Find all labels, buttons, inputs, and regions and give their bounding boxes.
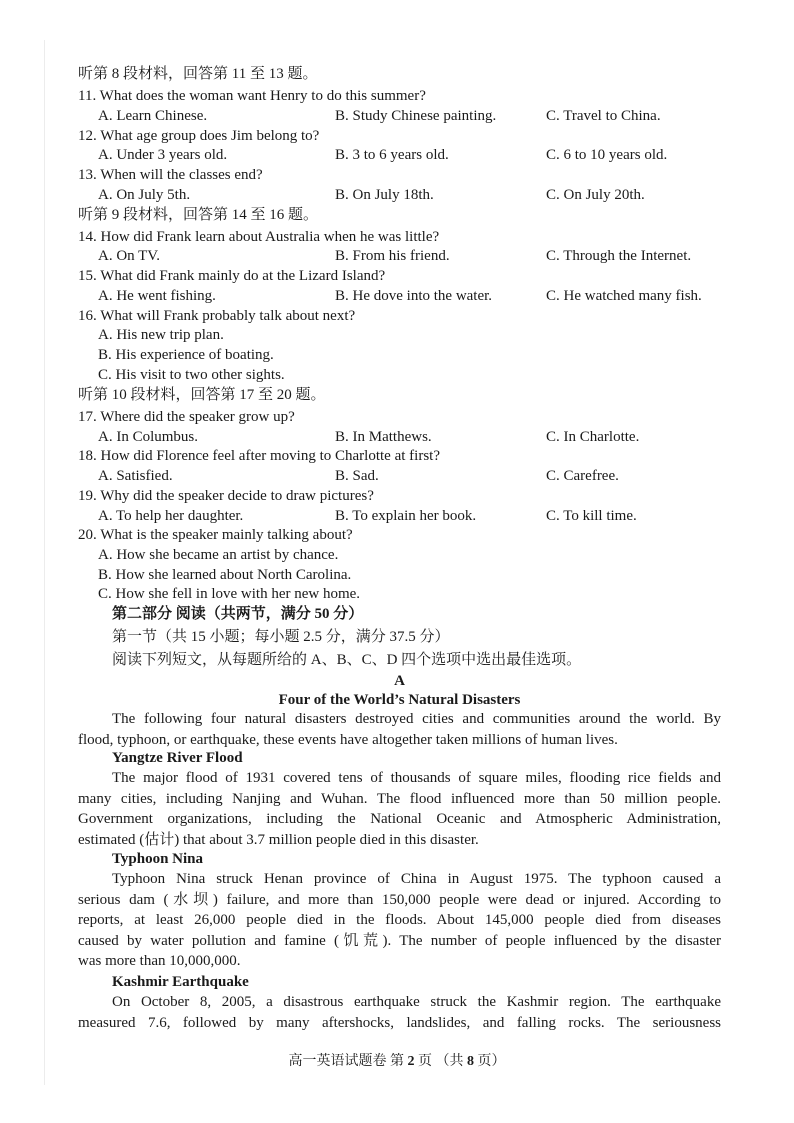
paragraph-line: On October 8, 2005, a disastrous earthquake struck the Kashmir region. The earthquake <box>112 994 721 1010</box>
paragraph-line: Government organizations, including the National Oceanic and Atmospheric Administration, <box>78 811 721 828</box>
paragraph-line: Typhoon Nina struck Henan province of China in August 1975. The typhoon caused a <box>112 871 721 887</box>
question-15-option-c: C. He watched many fish. <box>546 288 702 304</box>
question-16-option-a: A. His new trip plan. <box>98 327 224 343</box>
question-18-option-b: B. Sad. <box>335 468 379 484</box>
footer-prefix: 高一英语试题卷 第 <box>288 1054 408 1069</box>
subheading-yangtze-river-flood: Yangtze River Flood <box>112 750 243 766</box>
question-18-option-a: A. Satisfied. <box>98 468 173 484</box>
question-11-option-c: C. Travel to China. <box>546 108 661 124</box>
question-14-option-b: B. From his friend. <box>335 248 450 264</box>
question-19: 19. Why did the speaker decide to draw pictures? <box>78 488 374 504</box>
question-12-option-b: B. 3 to 6 years old. <box>335 147 449 163</box>
section-9-heading: 听第 9 段材料，回答第 14 至 16 题。 <box>78 207 319 223</box>
question-20-option-a: A. How she became an artist by chance. <box>98 547 339 563</box>
question-15-option-a: A. He went fishing. <box>98 288 216 304</box>
paragraph-line: flood, typhoon, or earthquake, these events have altogether taken millions of human lives. <box>78 731 618 748</box>
section-10-heading: 听第 10 段材料，回答第 17 至 20 题。 <box>78 387 326 403</box>
paragraph-line: The following four natural disasters destroyed cities and communities around the world. By <box>112 711 721 727</box>
question-17-option-a: A. In Columbus. <box>98 429 199 445</box>
subheading-kashmir-earthquake: Kashmir Earthquake <box>112 974 249 990</box>
question-13: 13. When will the classes end? <box>78 167 263 183</box>
footer-page-number: 2 <box>407 1054 415 1069</box>
question-14-option-c: C. Through the Internet. <box>546 248 692 264</box>
subheading-typhoon-nina: Typhoon Nina <box>112 851 204 867</box>
page-footer <box>0 1052 794 1072</box>
question-11: 11. What does the woman want Henry to do this summer? <box>78 88 426 104</box>
question-18-option-c: C. Carefree. <box>546 468 619 484</box>
question-16: 16. What will Frank probably talk about next? <box>78 308 356 324</box>
question-13-option-a: A. On July 5th. <box>98 187 191 203</box>
question-14: 14. How did Frank learn about Australia when he was little? <box>78 229 440 245</box>
typhoon-nina-paragraph <box>78 869 721 972</box>
question-12: 12. What age group does Jim belong to? <box>78 128 320 144</box>
question-17: 17. Where did the speaker grow up? <box>78 409 295 425</box>
question-19-option-b: B. To explain her book. <box>335 508 477 524</box>
paragraph-line: was more than 10,000,000. <box>78 953 241 970</box>
paragraph-line: estimated (估计) that about 3.7 million people died in this disaster. <box>78 831 479 848</box>
question-13-option-c: C. On July 20th. <box>546 187 645 203</box>
passage-intro-paragraph <box>78 709 721 750</box>
question-12-option-c: C. 6 to 10 years old. <box>546 147 668 163</box>
footer-mid: 页 （共 <box>414 1054 467 1069</box>
question-11-option-a: A. Learn Chinese. <box>98 108 208 124</box>
reading-instructions: 阅读下列短文，从每题所给的 A、B、C、D 四个选项中选出最佳选项。 <box>112 652 582 668</box>
question-20-option-c: C. How she fell in love with her new home. <box>98 586 361 602</box>
yangtze-paragraph <box>78 768 721 850</box>
paragraph-line: The major flood of 1931 covered tens of thousands of square miles, flooding rice fields and <box>112 770 721 786</box>
footer-page-total: 8 <box>467 1054 474 1069</box>
question-12-option-a: A. Under 3 years old. <box>98 147 228 163</box>
question-11-option-b: B. Study Chinese painting. <box>335 108 497 124</box>
part-two-heading: 第二部分 阅读（共两节，满分 50 分） <box>112 606 364 622</box>
question-17-option-b: B. In Matthews. <box>335 429 432 445</box>
section-one-heading: 第一节（共 15 小题；每小题 2.5 分，满分 37.5 分） <box>112 629 450 645</box>
section-8-heading: 听第 8 段材料，回答第 11 至 13 题。 <box>78 66 318 82</box>
paragraph-line: measured 7.6, followed by many aftershocks, landslides, and falling rocks. The seriousness <box>78 1014 721 1031</box>
question-17-option-c: C. In Charlotte. <box>546 429 640 445</box>
paragraph-line: serious dam (水坝) failure, and more than 150,000 people were dead or injured. According to <box>78 891 721 908</box>
question-13-option-b: B. On July 18th. <box>335 187 434 203</box>
passage-letter: A <box>394 673 405 689</box>
question-19-option-c: C. To kill time. <box>546 508 637 524</box>
paragraph-line: caused by water pollution and famine (饥荒). The number of people influenced by the disaster <box>78 932 721 949</box>
question-14-option-a: A. On TV. <box>98 248 160 264</box>
question-20-option-b: B. How she learned about North Carolina. <box>98 567 352 583</box>
question-19-option-a: A. To help her daughter. <box>98 508 244 524</box>
page-edge-divider <box>44 40 45 1085</box>
footer-suffix: 页） <box>474 1054 506 1069</box>
question-15-option-b: B. He dove into the water. <box>335 288 493 304</box>
kashmir-paragraph <box>78 992 721 1033</box>
paragraph-line: reports, at least 26,000 people died in the floods. About 145,000 people died from diseases <box>78 912 721 929</box>
question-20: 20. What is the speaker mainly talking about? <box>78 527 353 543</box>
question-15: 15. What did Frank mainly do at the Lizard Island? <box>78 268 386 284</box>
passage-title: Four of the World’s Natural Disasters <box>278 692 521 708</box>
paragraph-line: many cities, including Nanjing and Wuhan. The flood influenced more than 50 million people. <box>78 790 721 807</box>
question-16-option-c: C. His visit to two other sights. <box>98 367 285 383</box>
question-18: 18. How did Florence feel after moving to Charlotte at first? <box>78 448 440 464</box>
question-16-option-b: B. His experience of boating. <box>98 347 274 363</box>
